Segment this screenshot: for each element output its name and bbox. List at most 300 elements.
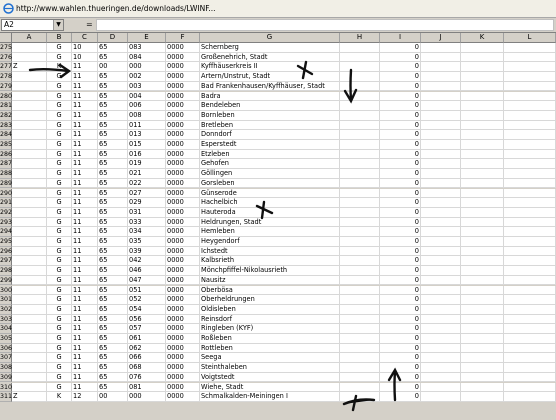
cell-l[interactable] — [504, 237, 556, 247]
cell-l[interactable] — [504, 82, 556, 92]
cell-f[interactable]: 0000 — [166, 62, 200, 72]
cell-l[interactable] — [504, 169, 556, 179]
cell-k[interactable] — [461, 159, 504, 169]
cell-k[interactable] — [461, 121, 504, 131]
column-header-a[interactable]: A — [12, 33, 47, 43]
cell-g[interactable]: Gehofen — [200, 159, 340, 169]
cell-l[interactable] — [504, 53, 556, 63]
cell-h[interactable] — [340, 286, 380, 296]
cell-d[interactable]: 65 — [98, 218, 128, 228]
cell-h[interactable] — [340, 140, 380, 150]
cell-a[interactable] — [12, 256, 47, 266]
cell-j[interactable] — [421, 256, 461, 266]
cell-d[interactable]: 65 — [98, 159, 128, 169]
cell-b[interactable]: G — [47, 82, 72, 92]
cell-k[interactable] — [461, 92, 504, 102]
cell-k[interactable] — [461, 266, 504, 276]
cell-f[interactable]: 0000 — [166, 140, 200, 150]
cell-h[interactable] — [340, 72, 380, 82]
cell-e[interactable]: 084 — [128, 53, 166, 63]
cell-b[interactable]: G — [47, 140, 72, 150]
cell-j[interactable] — [421, 82, 461, 92]
cell-g[interactable]: Nausitz — [200, 276, 340, 286]
cell-c[interactable]: 11 — [72, 101, 98, 111]
cell-g[interactable]: Esperstedt — [200, 140, 340, 150]
cell-k[interactable] — [461, 130, 504, 140]
cell-k[interactable] — [461, 82, 504, 92]
cell-k[interactable] — [461, 227, 504, 237]
cell-c[interactable]: 11 — [72, 305, 98, 315]
cell-b[interactable]: G — [47, 344, 72, 354]
row-header[interactable]: 308 — [0, 364, 13, 372]
cell-c[interactable]: 11 — [72, 266, 98, 276]
cell-e[interactable]: 008 — [128, 111, 166, 121]
cell-j[interactable] — [421, 198, 461, 208]
cell-e[interactable]: 076 — [128, 373, 166, 383]
cell-g[interactable]: Hauteroda — [200, 208, 340, 218]
cell-j[interactable] — [421, 189, 461, 199]
cell-l[interactable] — [504, 179, 556, 189]
cell-i[interactable]: 0 — [380, 82, 421, 92]
cell-b[interactable]: G — [47, 237, 72, 247]
cell-l[interactable] — [504, 373, 556, 383]
cell-c[interactable]: 12 — [72, 392, 98, 402]
cell-f[interactable]: 0000 — [166, 111, 200, 121]
cell-b[interactable]: G — [47, 363, 72, 373]
cell-l[interactable] — [504, 72, 556, 82]
cell-d[interactable]: 65 — [98, 305, 128, 315]
cell-c[interactable]: 11 — [72, 159, 98, 169]
cell-l[interactable] — [504, 353, 556, 363]
cell-b[interactable]: G — [47, 305, 72, 315]
cell-k[interactable] — [461, 169, 504, 179]
cell-c[interactable]: 11 — [72, 227, 98, 237]
cell-d[interactable]: 65 — [98, 276, 128, 286]
cell-e[interactable]: 066 — [128, 353, 166, 363]
cell-c[interactable]: 11 — [72, 150, 98, 160]
cell-i[interactable]: 0 — [380, 72, 421, 82]
cell-c[interactable]: 11 — [72, 324, 98, 334]
cell-a[interactable] — [12, 237, 47, 247]
cell-g[interactable]: Hachelbich — [200, 198, 340, 208]
cell-b[interactable]: K — [47, 392, 72, 402]
cell-a[interactable] — [12, 373, 47, 383]
cell-g[interactable]: Oberbösa — [200, 286, 340, 296]
cell-g[interactable]: Gorsleben — [200, 179, 340, 189]
row-header[interactable]: 302 — [0, 305, 13, 313]
cell-e[interactable]: 004 — [128, 92, 166, 102]
row-header[interactable]: 304 — [0, 325, 13, 333]
cell-l[interactable] — [504, 295, 556, 305]
cell-j[interactable] — [421, 247, 461, 257]
cell-l[interactable] — [504, 227, 556, 237]
cell-l[interactable] — [504, 276, 556, 286]
cell-j[interactable] — [421, 218, 461, 228]
cell-i[interactable]: 0 — [380, 208, 421, 218]
cell-f[interactable]: 0000 — [166, 286, 200, 296]
cell-f[interactable]: 0000 — [166, 237, 200, 247]
cell-d[interactable]: 65 — [98, 169, 128, 179]
cell-d[interactable]: 65 — [98, 353, 128, 363]
cell-g[interactable]: Heygendorf — [200, 237, 340, 247]
cell-c[interactable]: 11 — [72, 218, 98, 228]
cell-f[interactable]: 0000 — [166, 198, 200, 208]
cell-j[interactable] — [421, 353, 461, 363]
cell-h[interactable] — [340, 208, 380, 218]
cell-l[interactable] — [504, 392, 556, 402]
cell-i[interactable]: 0 — [380, 218, 421, 228]
cell-c[interactable]: 11 — [72, 111, 98, 121]
cell-f[interactable]: 0000 — [166, 227, 200, 237]
cell-f[interactable]: 0000 — [166, 159, 200, 169]
cell-a[interactable] — [12, 92, 47, 102]
cell-c[interactable]: 11 — [72, 189, 98, 199]
cell-b[interactable]: G — [47, 256, 72, 266]
cell-e[interactable]: 052 — [128, 295, 166, 305]
cell-f[interactable]: 0000 — [166, 179, 200, 189]
cell-d[interactable]: 65 — [98, 101, 128, 111]
cell-f[interactable]: 0000 — [166, 353, 200, 363]
cell-g[interactable]: Heldrungen, Stadt — [200, 218, 340, 228]
cell-l[interactable] — [504, 383, 556, 393]
cell-a[interactable] — [12, 101, 47, 111]
cell-b[interactable]: G — [47, 101, 72, 111]
cell-e[interactable]: 027 — [128, 189, 166, 199]
cell-c[interactable]: 11 — [72, 198, 98, 208]
cell-j[interactable] — [421, 363, 461, 373]
cell-h[interactable] — [340, 392, 380, 402]
cell-d[interactable]: 65 — [98, 208, 128, 218]
cell-a[interactable] — [12, 353, 47, 363]
cell-l[interactable] — [504, 92, 556, 102]
cell-e[interactable]: 083 — [128, 43, 166, 53]
cell-a[interactable]: Z — [12, 62, 47, 72]
cell-j[interactable] — [421, 286, 461, 296]
cell-g[interactable]: Göllingen — [200, 169, 340, 179]
row-header[interactable]: 299 — [0, 276, 13, 284]
cell-a[interactable] — [12, 363, 47, 373]
cell-b[interactable]: G — [47, 169, 72, 179]
cell-a[interactable] — [12, 344, 47, 354]
cell-l[interactable] — [504, 208, 556, 218]
cell-b[interactable]: G — [47, 286, 72, 296]
cell-l[interactable] — [504, 43, 556, 53]
cell-k[interactable] — [461, 383, 504, 393]
cell-j[interactable] — [421, 208, 461, 218]
row-header[interactable]: 309 — [0, 373, 13, 381]
cell-d[interactable]: 65 — [98, 344, 128, 354]
cell-a[interactable] — [12, 53, 47, 63]
cell-i[interactable]: 0 — [380, 179, 421, 189]
cell-k[interactable] — [461, 315, 504, 325]
cell-l[interactable] — [504, 101, 556, 111]
cell-g[interactable]: Wiehe, Stadt — [200, 383, 340, 393]
cell-g[interactable]: Günserode — [200, 189, 340, 199]
cell-g[interactable]: Ichstedt — [200, 247, 340, 257]
cell-k[interactable] — [461, 53, 504, 63]
cell-e[interactable]: 029 — [128, 198, 166, 208]
row-header[interactable]: 284 — [0, 131, 13, 139]
cell-b[interactable]: G — [47, 111, 72, 121]
cell-a[interactable]: Z — [12, 392, 47, 402]
cell-l[interactable] — [504, 305, 556, 315]
cell-b[interactable]: G — [47, 43, 72, 53]
cell-f[interactable]: 0000 — [166, 130, 200, 140]
cell-c[interactable]: 11 — [72, 363, 98, 373]
cell-f[interactable]: 0000 — [166, 82, 200, 92]
cell-i[interactable]: 0 — [380, 101, 421, 111]
cell-b[interactable]: G — [47, 92, 72, 102]
cell-c[interactable]: 10 — [72, 43, 98, 53]
row-header[interactable]: 280 — [0, 92, 13, 100]
cell-j[interactable] — [421, 92, 461, 102]
cell-h[interactable] — [340, 218, 380, 228]
cell-k[interactable] — [461, 353, 504, 363]
cell-i[interactable]: 0 — [380, 111, 421, 121]
cell-e[interactable]: 035 — [128, 237, 166, 247]
cell-l[interactable] — [504, 334, 556, 344]
row-header[interactable]: 307 — [0, 354, 13, 362]
cell-g[interactable]: Oberheldrungen — [200, 295, 340, 305]
cell-f[interactable]: 0000 — [166, 169, 200, 179]
cell-a[interactable] — [12, 43, 47, 53]
cell-j[interactable] — [421, 43, 461, 53]
cell-d[interactable]: 65 — [98, 72, 128, 82]
cell-a[interactable] — [12, 72, 47, 82]
cell-f[interactable]: 0000 — [166, 363, 200, 373]
cell-g[interactable]: Ringleben (KYF) — [200, 324, 340, 334]
cell-a[interactable] — [12, 150, 47, 160]
cell-e[interactable]: 057 — [128, 324, 166, 334]
cell-f[interactable]: 0000 — [166, 305, 200, 315]
cell-h[interactable] — [340, 53, 380, 63]
row-header[interactable]: 289 — [0, 179, 13, 187]
row-header[interactable]: 290 — [0, 189, 13, 197]
cell-j[interactable] — [421, 150, 461, 160]
cell-i[interactable]: 0 — [380, 392, 421, 402]
cell-j[interactable] — [421, 72, 461, 82]
cell-e[interactable]: 011 — [128, 121, 166, 131]
cell-b[interactable]: G — [47, 247, 72, 257]
cell-i[interactable]: 0 — [380, 150, 421, 160]
cell-j[interactable] — [421, 392, 461, 402]
cell-c[interactable]: 11 — [72, 140, 98, 150]
cell-a[interactable] — [12, 111, 47, 121]
cell-l[interactable] — [504, 218, 556, 228]
cell-c[interactable]: 11 — [72, 169, 98, 179]
cell-g[interactable]: Schernberg — [200, 43, 340, 53]
row-header[interactable]: 278 — [0, 73, 13, 81]
cell-l[interactable] — [504, 159, 556, 169]
cell-e[interactable]: 033 — [128, 218, 166, 228]
cell-h[interactable] — [340, 43, 380, 53]
cell-a[interactable] — [12, 130, 47, 140]
cell-g[interactable]: Donndorf — [200, 130, 340, 140]
cell-i[interactable]: 0 — [380, 247, 421, 257]
cell-j[interactable] — [421, 121, 461, 131]
cell-k[interactable] — [461, 111, 504, 121]
cell-j[interactable] — [421, 227, 461, 237]
cell-d[interactable]: 00 — [98, 62, 128, 72]
cell-e[interactable]: 061 — [128, 334, 166, 344]
cell-j[interactable] — [421, 169, 461, 179]
cell-i[interactable]: 0 — [380, 344, 421, 354]
cell-b[interactable]: G — [47, 295, 72, 305]
row-header[interactable]: 285 — [0, 141, 13, 148]
row-header[interactable]: 303 — [0, 315, 13, 323]
cell-k[interactable] — [461, 373, 504, 383]
cell-e[interactable]: 047 — [128, 276, 166, 286]
cell-l[interactable] — [504, 130, 556, 140]
cell-l[interactable] — [504, 189, 556, 199]
cell-j[interactable] — [421, 315, 461, 325]
cell-f[interactable]: 0000 — [166, 383, 200, 393]
cell-a[interactable] — [12, 82, 47, 92]
cell-b[interactable]: G — [47, 227, 72, 237]
cell-e[interactable]: 015 — [128, 140, 166, 150]
cell-g[interactable]: Großenehrich, Stadt — [200, 53, 340, 63]
cell-e[interactable]: 016 — [128, 150, 166, 160]
cell-a[interactable] — [12, 324, 47, 334]
cell-d[interactable]: 65 — [98, 43, 128, 53]
cell-l[interactable] — [504, 286, 556, 296]
cell-d[interactable]: 65 — [98, 130, 128, 140]
cell-h[interactable] — [340, 227, 380, 237]
cell-k[interactable] — [461, 324, 504, 334]
row-header[interactable]: 292 — [0, 208, 13, 216]
cell-k[interactable] — [461, 363, 504, 373]
cell-a[interactable] — [12, 218, 47, 228]
cell-i[interactable]: 0 — [380, 53, 421, 63]
cell-f[interactable]: 0000 — [166, 295, 200, 305]
cell-a[interactable] — [12, 169, 47, 179]
cell-c[interactable]: 11 — [72, 334, 98, 344]
cell-i[interactable]: 0 — [380, 295, 421, 305]
cell-j[interactable] — [421, 140, 461, 150]
cell-h[interactable] — [340, 82, 380, 92]
cell-c[interactable]: 11 — [72, 383, 98, 393]
row-header[interactable]: 297 — [0, 257, 13, 265]
cell-i[interactable]: 0 — [380, 121, 421, 131]
cell-a[interactable] — [12, 140, 47, 150]
cell-i[interactable]: 0 — [380, 286, 421, 296]
cell-k[interactable] — [461, 43, 504, 53]
cell-e[interactable]: 062 — [128, 344, 166, 354]
cell-e[interactable]: 046 — [128, 266, 166, 276]
cell-a[interactable] — [12, 198, 47, 208]
cell-g[interactable]: Mönchpfiffel-Nikolausrieth — [200, 266, 340, 276]
cell-h[interactable] — [340, 315, 380, 325]
cell-d[interactable]: 65 — [98, 334, 128, 344]
cell-g[interactable]: Bornleben — [200, 111, 340, 121]
cell-d[interactable]: 65 — [98, 266, 128, 276]
cell-k[interactable] — [461, 286, 504, 296]
cell-h[interactable] — [340, 198, 380, 208]
column-header-j[interactable]: J — [421, 33, 461, 43]
row-header[interactable]: 286 — [0, 150, 13, 158]
cell-i[interactable]: 0 — [380, 43, 421, 53]
cell-a[interactable] — [12, 276, 47, 286]
row-header[interactable]: 300 — [0, 286, 13, 294]
cell-h[interactable] — [340, 130, 380, 140]
cell-g[interactable]: Artern/Unstrut, Stadt — [200, 72, 340, 82]
column-header-b[interactable]: B — [47, 33, 72, 43]
cell-j[interactable] — [421, 237, 461, 247]
cell-c[interactable]: 11 — [72, 344, 98, 354]
cell-a[interactable] — [12, 286, 47, 296]
cell-h[interactable] — [340, 169, 380, 179]
cell-b[interactable]: G — [47, 373, 72, 383]
cell-g[interactable]: Rottleben — [200, 344, 340, 354]
column-header-g[interactable]: G — [200, 33, 340, 43]
cell-d[interactable]: 65 — [98, 82, 128, 92]
row-header[interactable]: 287 — [0, 160, 13, 168]
cell-c[interactable]: 11 — [72, 208, 98, 218]
cell-f[interactable]: 0000 — [166, 189, 200, 199]
column-header-c[interactable]: C — [72, 33, 98, 43]
cell-k[interactable] — [461, 198, 504, 208]
name-box[interactable] — [1, 19, 64, 31]
cell-c[interactable]: 11 — [72, 82, 98, 92]
cell-d[interactable]: 65 — [98, 111, 128, 121]
cell-j[interactable] — [421, 101, 461, 111]
cell-a[interactable] — [12, 208, 47, 218]
row-header[interactable]: 296 — [0, 247, 13, 255]
cell-c[interactable]: 11 — [72, 286, 98, 296]
cell-l[interactable] — [504, 150, 556, 160]
cell-k[interactable] — [461, 218, 504, 228]
cell-b[interactable]: G — [47, 198, 72, 208]
cell-f[interactable]: 0000 — [166, 218, 200, 228]
cell-l[interactable] — [504, 62, 556, 72]
column-header-i[interactable]: I — [380, 33, 421, 43]
cell-h[interactable] — [340, 159, 380, 169]
cell-j[interactable] — [421, 53, 461, 63]
cell-i[interactable]: 0 — [380, 159, 421, 169]
cell-g[interactable]: Bendeleben — [200, 101, 340, 111]
cell-h[interactable] — [340, 92, 380, 102]
cell-k[interactable] — [461, 392, 504, 402]
cell-h[interactable] — [340, 363, 380, 373]
cell-e[interactable]: 068 — [128, 363, 166, 373]
cell-f[interactable]: 0000 — [166, 276, 200, 286]
cell-f[interactable]: 0000 — [166, 121, 200, 131]
cell-f[interactable]: 0000 — [166, 101, 200, 111]
cell-k[interactable] — [461, 150, 504, 160]
cell-e[interactable]: 022 — [128, 179, 166, 189]
cell-b[interactable]: G — [47, 150, 72, 160]
cell-d[interactable]: 65 — [98, 237, 128, 247]
cell-c[interactable]: 11 — [72, 247, 98, 257]
cell-g[interactable]: Hemleben — [200, 227, 340, 237]
cell-l[interactable] — [504, 198, 556, 208]
cell-d[interactable]: 65 — [98, 383, 128, 393]
row-header[interactable]: 293 — [0, 218, 13, 226]
cell-k[interactable] — [461, 62, 504, 72]
cell-j[interactable] — [421, 179, 461, 189]
cell-f[interactable]: 0000 — [166, 373, 200, 383]
row-header[interactable]: 288 — [0, 170, 13, 178]
cell-h[interactable] — [340, 373, 380, 383]
cell-f[interactable]: 0000 — [166, 247, 200, 257]
cell-e[interactable]: 031 — [128, 208, 166, 218]
cell-i[interactable]: 0 — [380, 334, 421, 344]
cell-l[interactable] — [504, 363, 556, 373]
row-header[interactable]: 310 — [0, 383, 13, 391]
cell-a[interactable] — [12, 315, 47, 325]
cell-a[interactable] — [12, 179, 47, 189]
cell-k[interactable] — [461, 179, 504, 189]
